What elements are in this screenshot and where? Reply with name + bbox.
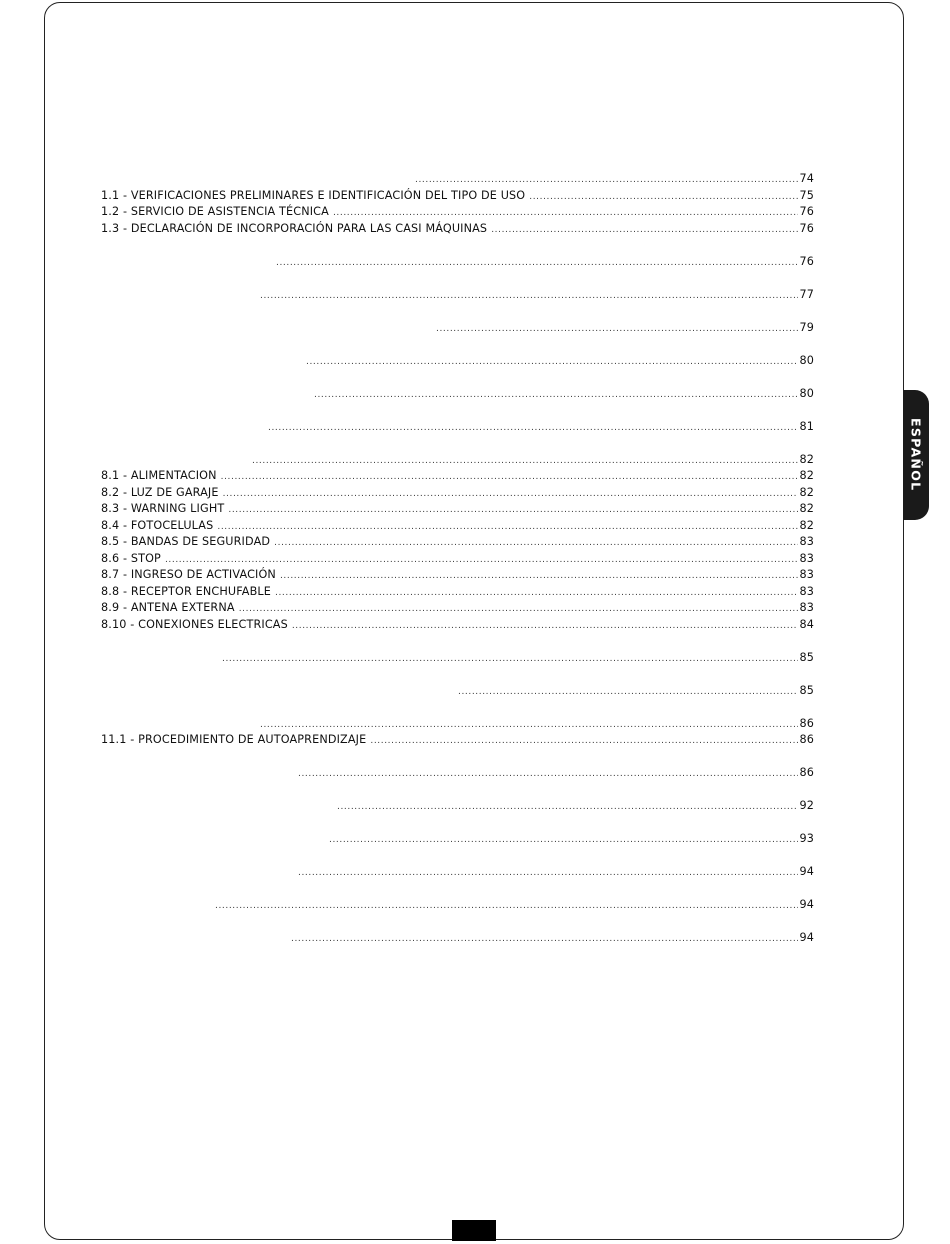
toc-entry — [101, 551, 814, 568]
toc-leader-dots — [314, 387, 798, 404]
toc-entry — [101, 204, 814, 221]
toc-leader-dots — [458, 684, 798, 701]
toc-leader-dots — [298, 766, 798, 783]
toc-entry-page: 76 — [799, 221, 814, 235]
toc-leader-dots — [252, 453, 798, 470]
toc-leader-dots — [337, 799, 798, 816]
toc-leader-dots — [529, 189, 798, 206]
toc-entry-page: 85 — [799, 683, 814, 697]
toc-entry-page: 83 — [799, 568, 814, 581]
toc-leader-dots — [491, 222, 798, 239]
toc-leader-dots — [415, 172, 798, 189]
toc-entry — [101, 584, 814, 601]
toc-entry-page: 83 — [799, 584, 814, 598]
toc-entry-label: 8.3 - WARNING LIGHT — [101, 502, 225, 515]
toc-entry — [101, 716, 814, 733]
toc-entry-page: 82 — [799, 485, 814, 499]
toc-leader-dots — [268, 420, 798, 437]
toc-entry — [101, 254, 814, 271]
toc-leader-dots — [298, 865, 798, 882]
toc-leader-dots — [329, 832, 798, 849]
toc-entry-page: 82 — [799, 469, 814, 482]
toc-leader-dots — [260, 717, 798, 734]
toc-entry-page: 82 — [799, 502, 814, 515]
toc-entry-label: 8.10 - CONEXIONES ELECTRICAS — [101, 617, 288, 631]
toc-entry-page: 74 — [799, 172, 814, 185]
toc-entry — [101, 188, 814, 205]
toc-entry — [101, 452, 814, 469]
toc-entry-label: 8.9 - ANTENA EXTERNA — [101, 601, 235, 614]
toc-entry-page: 79 — [799, 320, 814, 334]
toc-entry-page: 82 — [799, 452, 814, 466]
toc-entry-page: 80 — [799, 386, 814, 400]
toc-entry — [101, 171, 814, 188]
toc-entry-label: 8.7 - INGRESO DE ACTIVACIÓN — [101, 568, 276, 581]
toc-entry — [101, 419, 814, 436]
toc-leader-dots — [275, 585, 798, 602]
page-number-box — [452, 1220, 496, 1241]
toc-entry — [101, 798, 814, 815]
toc-leader-dots — [370, 733, 798, 750]
toc-entry-page: 76 — [799, 254, 814, 268]
toc-entry-label: 11.1 - PROCEDIMIENTO DE AUTOAPRENDIZAJE — [101, 733, 367, 746]
toc-entry — [101, 765, 814, 782]
toc-entry — [101, 320, 814, 337]
toc-entry-page: 93 — [799, 832, 814, 845]
toc-entry — [101, 930, 814, 947]
toc-entry — [101, 831, 814, 848]
toc-entry — [101, 534, 814, 551]
toc-leader-dots — [228, 502, 798, 519]
toc-entry-page: 86 — [799, 716, 814, 730]
toc-leader-dots — [274, 535, 798, 552]
toc-leader-dots — [221, 469, 799, 486]
toc-entry-page: 82 — [799, 518, 814, 532]
toc-leader-dots — [333, 205, 799, 222]
toc-entry — [101, 501, 814, 518]
toc-leader-dots — [276, 255, 798, 272]
toc-entry-page: 77 — [799, 287, 814, 301]
toc-entry-page: 76 — [799, 205, 814, 218]
toc-entry — [101, 683, 814, 700]
toc-entry-page: 81 — [799, 419, 814, 433]
toc-entry-page: 85 — [799, 650, 814, 664]
toc-entry — [101, 864, 814, 881]
toc-entry-page: 94 — [799, 931, 814, 944]
toc-entry — [101, 600, 814, 617]
toc-entry — [101, 221, 814, 238]
toc-leader-dots — [217, 519, 798, 536]
toc-entry-label: 8.6 - STOP — [101, 551, 161, 565]
toc-leader-dots — [223, 486, 799, 503]
toc-entry-label: 1.2 - SERVICIO DE ASISTENCIA TÉCNICA — [101, 205, 329, 218]
toc-entry-page: 83 — [799, 601, 814, 614]
language-tab — [903, 390, 929, 520]
toc-entry-label: 8.2 - LUZ DE GARAJE — [101, 485, 219, 499]
toc-leader-dots — [260, 288, 798, 305]
toc-entry — [101, 518, 814, 535]
toc-leader-dots — [165, 552, 799, 569]
toc-entry-label: 1.1 - VERIFICACIONES PRELIMINARES E IDENTIFICACIÓN DEL TIPO DE USO — [101, 188, 526, 202]
toc-entry-page: 86 — [799, 766, 814, 779]
toc-leader-dots — [280, 568, 799, 585]
toc-entry-page: 92 — [799, 799, 814, 812]
toc-entry — [101, 353, 814, 370]
toc-entry — [101, 287, 814, 304]
toc-entry-label: 8.5 - BANDAS DE SEGURIDAD — [101, 535, 271, 548]
toc-entry — [101, 732, 814, 749]
toc-entry — [101, 567, 814, 584]
toc-entry-page: 83 — [799, 535, 814, 548]
toc-entry-label: 8.8 - RECEPTOR ENCHUFABLE — [101, 584, 272, 598]
toc-leader-dots — [436, 321, 798, 338]
toc-entry-page: 80 — [799, 353, 814, 367]
toc-entry — [101, 386, 814, 403]
toc-leader-dots — [239, 601, 799, 618]
toc-leader-dots — [215, 898, 798, 915]
toc-entry-page: 94 — [799, 898, 814, 911]
toc-entry-label: 8.4 - FOTOCELULAS — [101, 518, 214, 532]
toc-entry-page: 84 — [799, 617, 814, 631]
toc-leader-dots — [222, 651, 798, 668]
toc-entry-label: 8.1 - ALIMENTACION — [101, 469, 217, 482]
toc-entry — [101, 897, 814, 914]
toc-leader-dots — [292, 618, 799, 635]
toc-entry — [101, 468, 814, 485]
toc-leader-dots — [306, 354, 798, 371]
toc-entry — [101, 650, 814, 667]
table-of-contents — [101, 171, 814, 947]
toc-entry — [101, 485, 814, 502]
toc-entry-page: 83 — [799, 551, 814, 565]
toc-entry-page: 86 — [799, 733, 814, 746]
toc-entry-label: 1.3 - DECLARACIÓN DE INCORPORACIÓN PARA LAS CASI MÁQUINAS — [101, 221, 488, 235]
toc-entry-page: 75 — [799, 188, 814, 202]
toc-entry — [101, 617, 814, 634]
toc-entry-page: 94 — [799, 865, 814, 878]
language-tab-label: ESPAÑOL — [908, 418, 924, 492]
toc-leader-dots — [291, 931, 798, 948]
